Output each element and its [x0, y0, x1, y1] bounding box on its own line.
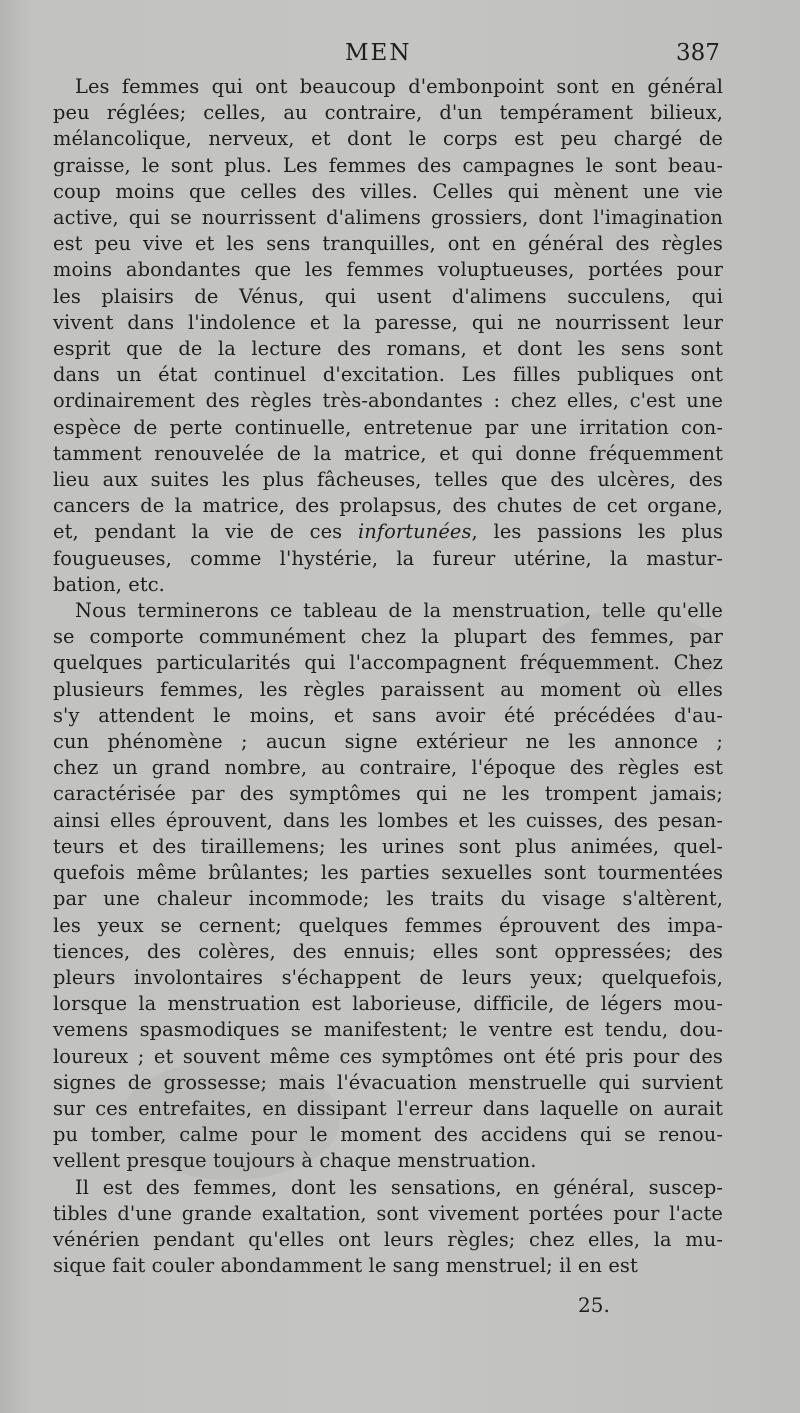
text-line: caractérisée par des symptômes qui ne les trompent jamais;: [53, 782, 723, 806]
text-line: par une chaleur incommode; les traits du visage s'altèrent,: [53, 887, 723, 911]
text-line: graisse, le sont plus. Les femmes des campagnes le sont beau-: [53, 153, 723, 177]
text-line: moins abondantes que les femmes voluptueuses, portées pour: [53, 258, 723, 282]
text-line: lieu aux suites les plus fâcheuses, telles que des ulcères, des: [53, 468, 723, 492]
text-line: sur ces entrefaites, en dissipant l'erreur dans laquelle on aurait: [53, 1096, 723, 1120]
text-line: pleurs involontaires s'échappent de leurs yeux; quelquefois,: [53, 965, 723, 989]
running-title: MEN: [345, 40, 412, 66]
text-line: teurs et des tiraillemens; les urines sont plus animées, quel-: [53, 834, 723, 858]
text-line: tibles d'une grande exaltation, sont vivement portées pour l'acte: [53, 1201, 723, 1225]
text-line: signes de grossesse; mais l'évacuation menstruelle qui survient: [53, 1070, 723, 1094]
text-line: espèce de perte continuelle, entretenue par une irritation con-: [53, 415, 723, 439]
text-line: vemens spasmodiques se manifestent; le ventre est tendu, dou-: [53, 1018, 723, 1042]
text-line: vellent presque toujours à chaque menstruation.: [53, 1149, 537, 1173]
text-line: vivent dans l'indolence et la paresse, qui ne nourrissent leur: [53, 310, 723, 334]
text-line: les plaisirs de Vénus, qui usent d'alimens succulens, qui: [53, 284, 723, 308]
text-line: coup moins que celles des villes. Celles qui mènent une vie: [53, 179, 723, 203]
text-line: vénérien pendant qu'elles ont leurs règles; chez elles, la mu-: [53, 1227, 723, 1251]
text-line: plusieurs femmes, les règles paraissent au moment où elles: [53, 677, 723, 701]
text-line: esprit que de la lecture des romans, et dont les sens sont: [53, 337, 723, 361]
text-line: fougueuses, comme l'hystérie, la fureur utérine, la mastur-: [53, 546, 723, 570]
text-line: Nous terminerons ce tableau de la menstruation, telle qu'elle: [75, 599, 723, 623]
text-line: quelques particularités qui l'accompagnent fréquemment. Chez: [53, 651, 723, 675]
text-line: quefois même brûlantes; les parties sexuelles sont tourmentées: [53, 861, 723, 885]
text-line: Les femmes qui ont beaucoup d'embonpoint sont en général: [75, 75, 723, 98]
text-line: loureux ; et souvent même ces symptômes ont été pris pour des: [53, 1044, 723, 1068]
text-line: tiences, des colères, des ennuis; elles sont oppressées; des: [53, 939, 723, 963]
italic-word: infortunées: [357, 520, 472, 544]
text-line: Il est des femmes, dont les sensations, en général, suscep-: [75, 1175, 723, 1199]
page-header: [0, 40, 800, 74]
text-line: cun phénomène ; aucun signe extérieur ne les annonce ;: [53, 730, 723, 754]
text-line: active, qui se nourrissent d'alimens grossiers, dont l'imagination: [53, 206, 723, 230]
text-line: ainsi elles éprouvent, dans les lombes et les cuisses, des pesan-: [53, 808, 723, 832]
page-number: 387: [676, 40, 720, 66]
paragraph: [53, 1175, 723, 1280]
text-line: se comporte communément chez la plupart des femmes, par: [53, 625, 723, 649]
text-line: chez un grand nombre, au contraire, l'époque des règles est: [53, 756, 723, 780]
text-line: est peu vive et les sens tranquilles, ont en général des règles: [53, 232, 723, 256]
signature-mark: 25.: [578, 1293, 610, 1317]
text-line: les yeux se cernent; quelques femmes éprouvent des impa-: [53, 913, 723, 937]
text-line: tamment renouvelée de la matrice, et qui donne fréquemment: [53, 441, 723, 465]
text-line: lorsque la menstruation est laborieuse, difficile, de légers mou-: [53, 992, 723, 1016]
paragraph: [53, 598, 723, 1174]
text-line: pu tomber, calme pour le moment des accidens qui se renou-: [53, 1123, 723, 1147]
text-line: dans un état continuel d'excitation. Les filles publiques ont: [53, 363, 723, 387]
paragraph: [53, 74, 723, 598]
text-line: s'y attendent le moins, et sans avoir été précédées d'au-: [53, 703, 723, 727]
text-line: mélancolique, nerveux, et dont le corps est peu chargé de: [53, 127, 723, 151]
text-line: bation, etc.: [53, 572, 165, 596]
body-text: [53, 74, 723, 1279]
text-line: et, pendant la vie de ces infortunées, les passions les plus: [53, 520, 723, 544]
text-line: ordinairement des règles très-abondantes : chez elles, c'est une: [53, 389, 723, 413]
text-line: sique fait couler abondamment le sang menstruel; il en est: [53, 1254, 638, 1278]
text-line: cancers de la matrice, des prolapsus, des chutes de cet organe,: [53, 494, 723, 518]
text-line: peu réglées; celles, au contraire, d'un tempérament bilieux,: [53, 101, 723, 125]
